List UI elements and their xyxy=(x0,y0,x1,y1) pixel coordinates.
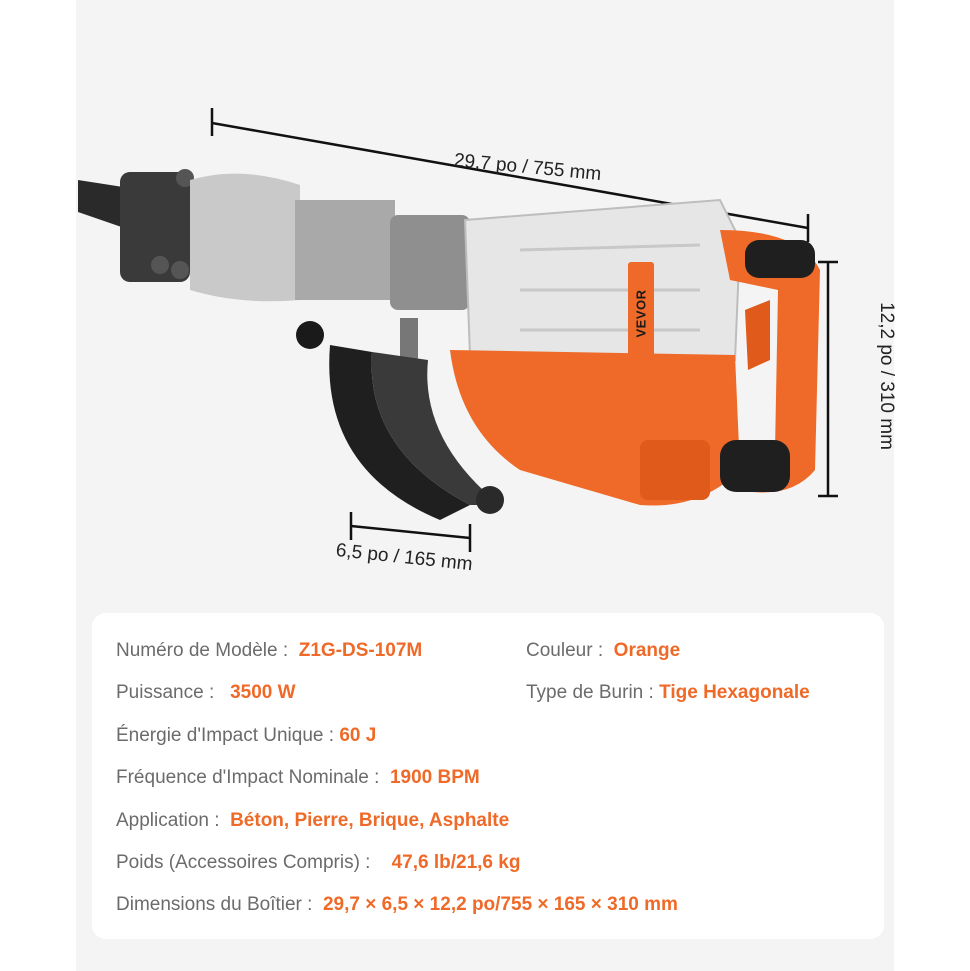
spec-value: 3500 W xyxy=(230,682,296,703)
spec-color xyxy=(526,640,680,662)
spec-label: Couleur : xyxy=(526,640,604,661)
spec-value: Béton, Pierre, Brique, Asphalte xyxy=(230,810,510,831)
spec-impact-frequency xyxy=(116,767,480,789)
spec-label: Puissance : xyxy=(116,682,215,703)
spec-label: Application : xyxy=(116,810,220,831)
height-dimension-label: 12,2 po / 310 mm xyxy=(875,302,897,450)
spec-label: Énergie d'Impact Unique : xyxy=(116,725,335,746)
spec-value: Tige Hexagonale xyxy=(659,682,810,703)
brand-badge xyxy=(628,262,654,372)
spec-chisel-type xyxy=(526,682,810,704)
handle-depth-dimension-label: 6,5 po / 165 mm xyxy=(334,540,474,576)
spec-power xyxy=(116,682,296,704)
spec-value: 29,7 × 6,5 × 12,2 po/755 × 165 × 310 mm xyxy=(322,894,678,915)
spec-value: 47,6 lb/21,6 kg xyxy=(391,852,521,873)
spec-impact-energy xyxy=(116,725,376,747)
spec-value: Orange xyxy=(613,640,681,661)
spec-model-number xyxy=(116,640,422,662)
spec-label: Dimensions du Boîtier : xyxy=(116,894,313,915)
spec-label: Numéro de Modèle : xyxy=(116,640,289,661)
spec-value: 1900 BPM xyxy=(389,767,480,788)
spec-value: Z1G-DS-107M xyxy=(298,640,423,661)
spec-label: Poids (Accessoires Compris) : xyxy=(116,852,371,873)
spec-label: Fréquence d'Impact Nominale : xyxy=(116,767,380,788)
spec-label: Type de Burin : xyxy=(526,682,654,703)
spec-housing-dimensions xyxy=(116,894,678,916)
spec-value: 60 J xyxy=(339,725,377,746)
length-dimension-label: 29,7 po / 755 mm xyxy=(452,150,603,186)
brand-logo-text: VEVOR xyxy=(633,289,649,338)
spec-application xyxy=(116,810,509,832)
spec-weight xyxy=(116,852,520,874)
